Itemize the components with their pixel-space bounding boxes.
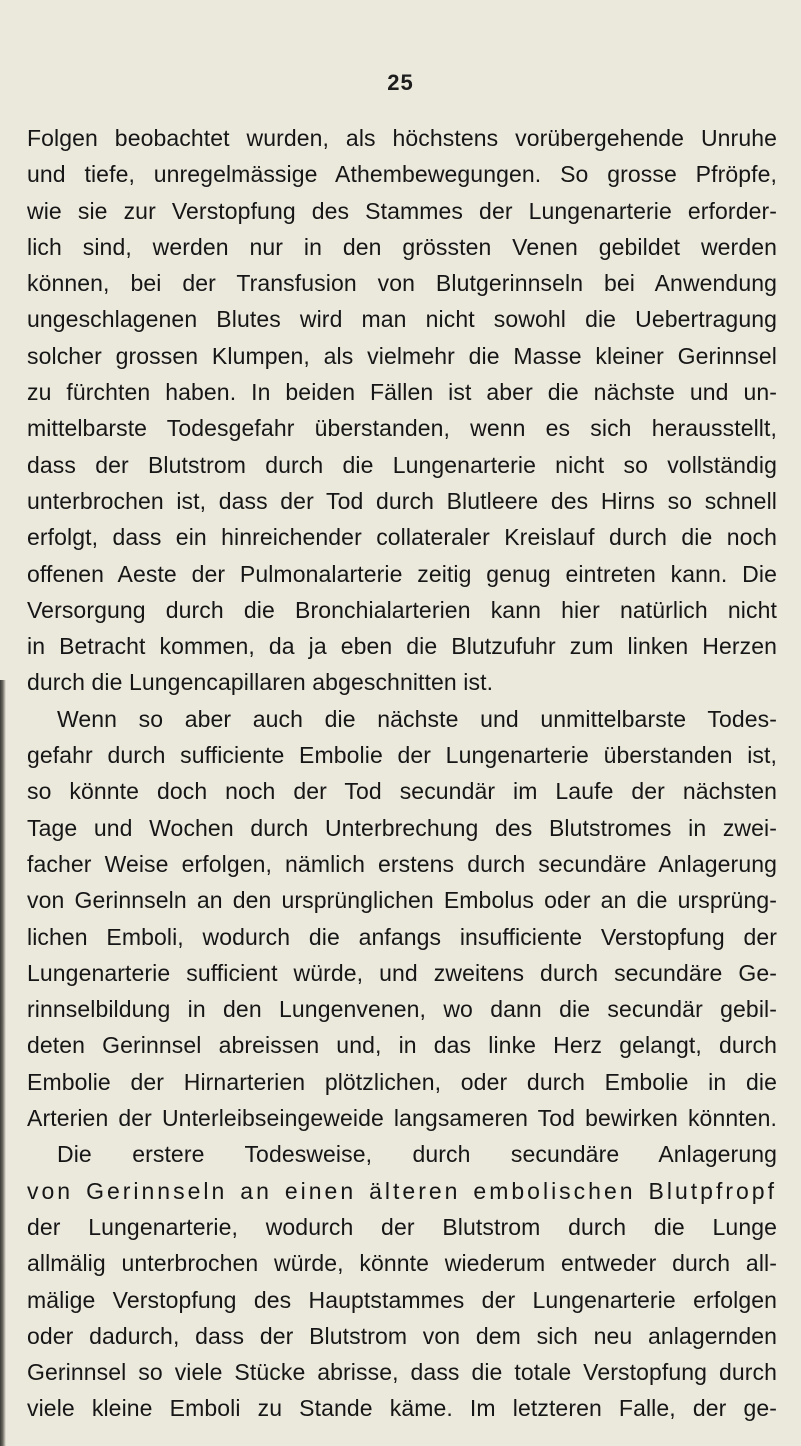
- text-line-paragraph-start: Wenn so aber auch die nächste und unmittelbarste Todes-: [57, 705, 777, 732]
- text-line: offenen Aeste der Pulmonalarterie zeitig genug eintreten kann. Die: [27, 560, 777, 587]
- text-line: Versorgung durch die Bronchialarterien kann hier natürlich nicht: [27, 596, 777, 623]
- text-line: können, bei der Transfusion von Blutgerinnseln bei Anwendung: [27, 270, 777, 297]
- text-line: Embolie der Hirnarterien plötzlichen, oder durch Embolie in die: [27, 1068, 777, 1095]
- text-line: solcher grossen Klumpen, als vielmehr die Masse kleiner Gerinnsel: [27, 342, 777, 369]
- text-line: facher Weise erfolgen, nämlich erstens durch secundäre Anlagerung: [27, 850, 777, 877]
- text-line: deten Gerinnsel abreissen und, in das linke Herz gelangt, durch: [27, 1032, 777, 1059]
- text-line: erfolgt, dass ein hinreichender collateraler Kreislauf durch die noch: [27, 524, 777, 551]
- text-line: gefahr durch sufficiente Embolie der Lungenarterie überstanden ist,: [27, 742, 777, 769]
- text-line: und tiefe, unregelmässige Athembewegungen. So grosse Pfröpfe,: [27, 161, 777, 188]
- body-text: [27, 120, 777, 1427]
- text-line: rinnselbildung in den Lungenvenen, wo dann die secundär gebil-: [27, 996, 777, 1023]
- text-line: der Lungenarterie, wodurch der Blutstrom durch die Lunge: [27, 1213, 777, 1240]
- text-line-paragraph-start: Die erstere Todesweise, durch secundäre Anlagerung: [57, 1141, 777, 1168]
- text-line: dass der Blutstrom durch die Lungenarterie nicht so vollständig: [27, 451, 777, 478]
- page-binding-edge: [0, 680, 6, 1446]
- page-number: 25: [387, 70, 414, 95]
- text-line-emphasis: von Gerinnseln an einen älteren embolischen Blutpfropf: [27, 1177, 777, 1204]
- text-line: Lungenarterie sufficient würde, und zweitens durch secundäre Ge-: [27, 959, 777, 986]
- text-line: in Betracht kommen, da ja eben die Blutzufuhr zum linken Herzen: [27, 633, 777, 660]
- text-line: mittelbarste Todesgefahr überstanden, wenn es sich herausstellt,: [27, 415, 777, 442]
- text-line: von Gerinnseln an den ursprünglichen Embolus oder an die ursprüng-: [27, 887, 777, 914]
- text-line: zu fürchten haben. In beiden Fällen ist aber die nächste und un-: [27, 379, 777, 406]
- text-line: mälige Verstopfung des Hauptstammes der Lungenarterie erfolgen: [27, 1286, 777, 1313]
- text-line: Arterien der Unterleibseingeweide langsameren Tod bewirken könnten.: [27, 1105, 777, 1132]
- text-line: so könnte doch noch der Tod secundär im Laufe der nächsten: [27, 778, 777, 805]
- text-line: lichen Emboli, wodurch die anfangs insufficiente Verstopfung der: [27, 923, 777, 950]
- text-line: Folgen beobachtet wurden, als höchstens vorübergehende Unruhe: [27, 125, 777, 151]
- text-line: oder dadurch, dass der Blutstrom von dem sich neu anlagernden: [27, 1322, 777, 1349]
- text-line: durch die Lungencapillaren abgeschnitten ist.: [27, 669, 494, 696]
- text-line: ungeschlagenen Blutes wird man nicht sowohl die Uebertragung: [27, 306, 777, 333]
- text-line: unterbrochen ist, dass der Tod durch Blutleere des Hirns so schnell: [27, 487, 777, 514]
- text-line: wie sie zur Verstopfung des Stammes der Lungenarterie erforder-: [27, 197, 777, 224]
- text-line: allmälig unterbrochen würde, könnte wiederum entweder durch all-: [27, 1250, 777, 1277]
- text-line: lich sind, werden nur in den grössten Venen gebildet werden: [27, 233, 777, 260]
- text-line: Tage und Wochen durch Unterbrechung des Blutstromes in zwei-: [27, 814, 777, 841]
- text-line: Gerinnsel so viele Stücke abrisse, dass die totale Verstopfung durch: [27, 1359, 777, 1386]
- text-line: viele kleine Emboli zu Stande käme. Im letzteren Falle, der ge-: [27, 1395, 777, 1422]
